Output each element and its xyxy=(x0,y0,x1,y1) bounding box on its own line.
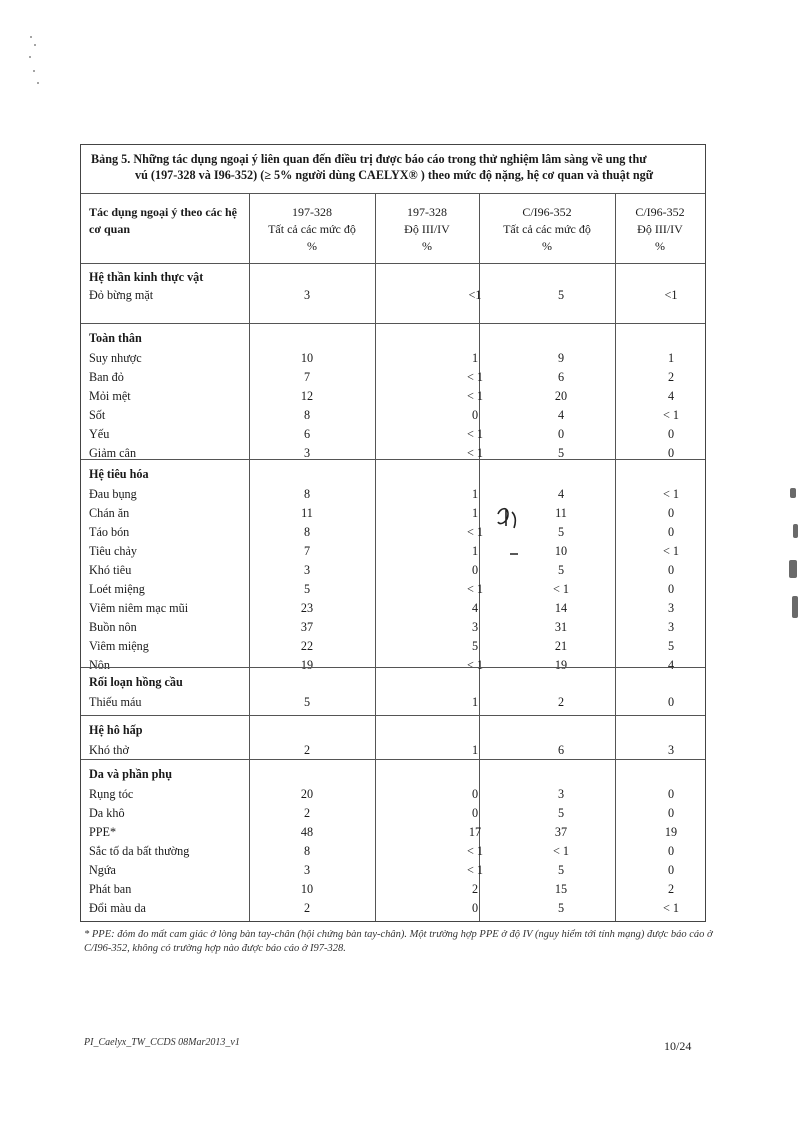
header-col-1-unit: % xyxy=(307,239,317,253)
row-label: Sắc tố da bất thường xyxy=(89,844,190,858)
table-row xyxy=(81,544,705,562)
value-cell: < 1 xyxy=(662,487,679,501)
value-cell: 0 xyxy=(667,582,675,596)
value-cell: 2 xyxy=(471,882,479,896)
value-cell: 0 xyxy=(667,844,675,858)
value-cell: 8 xyxy=(303,525,311,539)
header-col-1 xyxy=(249,204,375,255)
handwritten-annotation xyxy=(494,504,524,562)
value-cell: 0 xyxy=(667,695,675,709)
section-divider xyxy=(81,459,705,460)
row-label: Thiếu máu xyxy=(89,695,142,709)
row-label: Suy nhược xyxy=(89,351,142,365)
value-cell: 0 xyxy=(667,446,675,460)
value-cell: 31 xyxy=(554,620,568,634)
value-cell: 0 xyxy=(667,787,675,801)
value-cell: 3 xyxy=(667,620,675,634)
header-col-3-study: C/I96-352 xyxy=(522,205,572,219)
section-title: Hệ tiêu hóa xyxy=(89,467,149,481)
header-col-1-study: 197-328 xyxy=(292,205,332,219)
header-col-3-unit: % xyxy=(542,239,552,253)
header-first-column: Tác dụng ngoại ý theo các hệ cơ quan xyxy=(89,205,238,236)
value-cell: 2 xyxy=(667,882,675,896)
value-cell: 0 xyxy=(667,525,675,539)
row-label: Rụng tóc xyxy=(89,787,134,801)
value-cell: 1 xyxy=(667,351,675,365)
value-cell: 2 xyxy=(303,743,311,757)
table-row xyxy=(81,487,705,505)
value-cell: 0 xyxy=(471,787,479,801)
value-cell: 1 xyxy=(471,544,479,558)
document-footer-id: PI_Caelyx_TW_CCDS 08Mar2013_v1 xyxy=(84,1037,240,1048)
value-cell: 5 xyxy=(557,288,565,302)
table-row xyxy=(81,389,705,407)
value-cell: 0 xyxy=(667,427,675,441)
value-cell: 1 xyxy=(471,695,479,709)
value-cell: 5 xyxy=(303,582,311,596)
value-cell: 3 xyxy=(303,863,311,877)
value-cell: 5 xyxy=(667,639,675,653)
table-row xyxy=(81,427,705,445)
row-label: Yếu xyxy=(89,427,110,441)
row-label: Đổi màu da xyxy=(89,901,146,915)
table-row xyxy=(81,901,705,919)
value-cell: 4 xyxy=(667,658,675,672)
row-label: Da khô xyxy=(89,806,125,820)
section-title: Toàn thân xyxy=(89,331,142,345)
value-cell: 6 xyxy=(557,370,565,384)
value-cell: < 1 xyxy=(662,901,679,915)
value-cell: 1 xyxy=(471,351,479,365)
header-col-4-study: C/I96-352 xyxy=(635,205,685,219)
value-cell: 2 xyxy=(303,901,311,915)
header-divider xyxy=(81,263,705,264)
row-label: Loét miệng xyxy=(89,582,145,596)
caption-line-1: Bảng 5. Những tác dụng ngoại ý liên quan đến điều trị được báo cáo trong thử nghiệm lâm sàng về ung thư xyxy=(91,152,647,166)
table-row xyxy=(81,620,705,638)
value-cell: 17 xyxy=(468,825,482,839)
row-label: Ngứa xyxy=(89,863,116,877)
value-cell: 20 xyxy=(554,389,568,403)
table-row xyxy=(81,844,705,862)
section-title: Hệ hô hấp xyxy=(89,723,143,737)
row-label: Đau bụng xyxy=(89,487,137,501)
header-col-4 xyxy=(615,204,705,255)
row-label: Viêm niêm mạc mũi xyxy=(89,601,189,615)
value-cell: < 1 xyxy=(466,370,483,384)
value-cell: <1 xyxy=(664,288,678,302)
row-label: Sốt xyxy=(89,408,106,422)
value-cell: 0 xyxy=(471,806,479,820)
page-number: 10/24 xyxy=(664,1039,692,1053)
value-cell: 14 xyxy=(554,601,568,615)
section-divider xyxy=(81,667,705,668)
value-cell: 5 xyxy=(557,901,565,915)
value-cell: < 1 xyxy=(466,844,483,858)
section-title: Hệ thần kinh thực vật xyxy=(89,270,204,284)
value-cell: < 1 xyxy=(552,844,569,858)
value-cell: 2 xyxy=(557,695,565,709)
value-cell: 37 xyxy=(300,620,314,634)
value-cell: 8 xyxy=(303,408,311,422)
value-cell: < 1 xyxy=(466,427,483,441)
value-cell: 1 xyxy=(471,487,479,501)
value-cell: 19 xyxy=(664,825,678,839)
table-row xyxy=(81,695,705,713)
table-row xyxy=(81,446,705,464)
header-col-2-grade: Độ III/IV xyxy=(404,222,450,236)
value-cell: 3 xyxy=(303,288,311,302)
table-row xyxy=(81,787,705,805)
value-cell: 6 xyxy=(557,743,565,757)
adverse-events-table xyxy=(80,144,706,922)
row-label: Giảm cân xyxy=(89,446,137,460)
scan-edge-artifact xyxy=(786,488,799,628)
row-label: PPE* xyxy=(89,825,117,839)
value-cell: 8 xyxy=(303,844,311,858)
value-cell: 5 xyxy=(303,695,311,709)
row-label: Chán ăn xyxy=(89,506,130,520)
value-cell: 3 xyxy=(667,743,675,757)
value-cell: 4 xyxy=(557,408,565,422)
section-title: Rối loạn hồng cầu xyxy=(89,675,183,689)
value-cell: 2 xyxy=(303,806,311,820)
value-cell: 8 xyxy=(303,487,311,501)
value-cell: 0 xyxy=(667,506,675,520)
value-cell: 19 xyxy=(300,658,314,672)
value-cell: 5 xyxy=(557,525,565,539)
table-row xyxy=(81,806,705,824)
value-cell: 3 xyxy=(471,620,479,634)
header-col-3-grade: Tất cả các mức độ xyxy=(503,222,591,236)
row-label: Khó thở xyxy=(89,743,129,757)
value-cell: 6 xyxy=(303,427,311,441)
caption-line-2: vú (197-328 và I96-352) (≥ 5% người dùng CAELYX® ) theo mức độ nặng, hệ cơ quan và thuật ngữ xyxy=(135,168,654,182)
value-cell: < 1 xyxy=(466,446,483,460)
table-caption xyxy=(91,151,697,183)
table-row xyxy=(81,863,705,881)
row-label: Viêm miệng xyxy=(89,639,149,653)
table-row xyxy=(81,563,705,581)
row-label: Đỏ bừng mặt xyxy=(89,288,154,302)
header-col-4-unit: % xyxy=(655,239,665,253)
row-label: Nôn xyxy=(89,658,110,672)
value-cell: 3 xyxy=(303,446,311,460)
value-cell: 15 xyxy=(554,882,568,896)
table-row xyxy=(81,351,705,369)
caption-divider xyxy=(81,193,705,194)
value-cell: < 1 xyxy=(662,408,679,422)
value-cell: 0 xyxy=(667,806,675,820)
row-label: Phát ban xyxy=(89,882,132,896)
value-cell: < 1 xyxy=(466,658,483,672)
value-cell: 7 xyxy=(303,544,311,558)
table-row xyxy=(81,639,705,657)
header-col-2-unit: % xyxy=(422,239,432,253)
row-label: Tiêu chảy xyxy=(89,544,137,558)
row-label: Ban đỏ xyxy=(89,370,124,384)
value-cell: 20 xyxy=(300,787,314,801)
value-cell: 21 xyxy=(554,639,568,653)
value-cell: 0 xyxy=(471,408,479,422)
value-cell: 9 xyxy=(557,351,565,365)
value-cell: 3 xyxy=(557,787,565,801)
header-col-3 xyxy=(479,204,615,255)
value-cell: 10 xyxy=(300,351,314,365)
value-cell: 0 xyxy=(667,563,675,577)
value-cell: 0 xyxy=(667,863,675,877)
table-row xyxy=(81,408,705,426)
section-divider xyxy=(81,715,705,716)
value-cell: < 1 xyxy=(466,582,483,596)
table-row xyxy=(81,882,705,900)
value-cell: < 1 xyxy=(662,544,679,558)
value-cell: 1 xyxy=(471,743,479,757)
header-col-2 xyxy=(375,204,479,255)
section-divider xyxy=(81,759,705,760)
table-footnote: * PPE: đỏm đo mất cam giác ở lòng bàn tay-chân (hội chứng bàn tay-chân). Một trường hợp PPE ở độ IV (nguy hiểm tới tính mạng) được báo cáo ở C/I96-352, không có trường hợp nào được báo cáo ở I97-328. xyxy=(84,929,713,954)
value-cell: 19 xyxy=(554,658,568,672)
value-cell: 1 xyxy=(471,506,479,520)
header-col-2-study: 197-328 xyxy=(407,205,447,219)
value-cell: 5 xyxy=(557,446,565,460)
value-cell: 5 xyxy=(557,863,565,877)
row-label: Táo bón xyxy=(89,525,130,539)
value-cell: 3 xyxy=(303,563,311,577)
table-row xyxy=(81,370,705,388)
row-label: Buồn nôn xyxy=(89,620,137,634)
value-cell: 5 xyxy=(557,563,565,577)
value-cell: 11 xyxy=(555,506,567,520)
value-cell: 23 xyxy=(300,601,314,615)
value-cell: 12 xyxy=(300,389,314,403)
table-row xyxy=(81,525,705,543)
table-row xyxy=(81,601,705,619)
value-cell: 10 xyxy=(300,882,314,896)
value-cell: 22 xyxy=(300,639,314,653)
value-cell: 0 xyxy=(557,427,565,441)
value-cell: 3 xyxy=(667,601,675,615)
header-col-1-grade: Tất cả các mức độ xyxy=(268,222,356,236)
value-cell: < 1 xyxy=(466,863,483,877)
value-cell: 4 xyxy=(471,601,479,615)
header-col-4-grade: Độ III/IV xyxy=(637,222,683,236)
value-cell: 4 xyxy=(557,487,565,501)
value-cell: < 1 xyxy=(466,389,483,403)
value-cell: 10 xyxy=(554,544,568,558)
value-cell: 5 xyxy=(557,806,565,820)
value-cell: 48 xyxy=(300,825,314,839)
value-cell: 4 xyxy=(667,389,675,403)
table-row xyxy=(81,825,705,843)
value-cell: < 1 xyxy=(466,525,483,539)
value-cell: 2 xyxy=(667,370,675,384)
value-cell: 0 xyxy=(471,901,479,915)
scan-artifact-dots xyxy=(28,36,42,86)
table-row xyxy=(81,582,705,600)
section-title: Da và phần phụ xyxy=(89,767,172,781)
value-cell: 11 xyxy=(301,506,313,520)
table-row xyxy=(81,506,705,524)
value-cell: 37 xyxy=(554,825,568,839)
table-row xyxy=(81,288,705,306)
row-label: Khó tiêu xyxy=(89,563,132,577)
value-cell: < 1 xyxy=(552,582,569,596)
section-divider xyxy=(81,323,705,324)
value-cell: 5 xyxy=(471,639,479,653)
row-label: Mỏi mệt xyxy=(89,389,131,403)
value-cell: <1 xyxy=(468,288,482,302)
value-cell: 0 xyxy=(471,563,479,577)
value-cell: 7 xyxy=(303,370,311,384)
